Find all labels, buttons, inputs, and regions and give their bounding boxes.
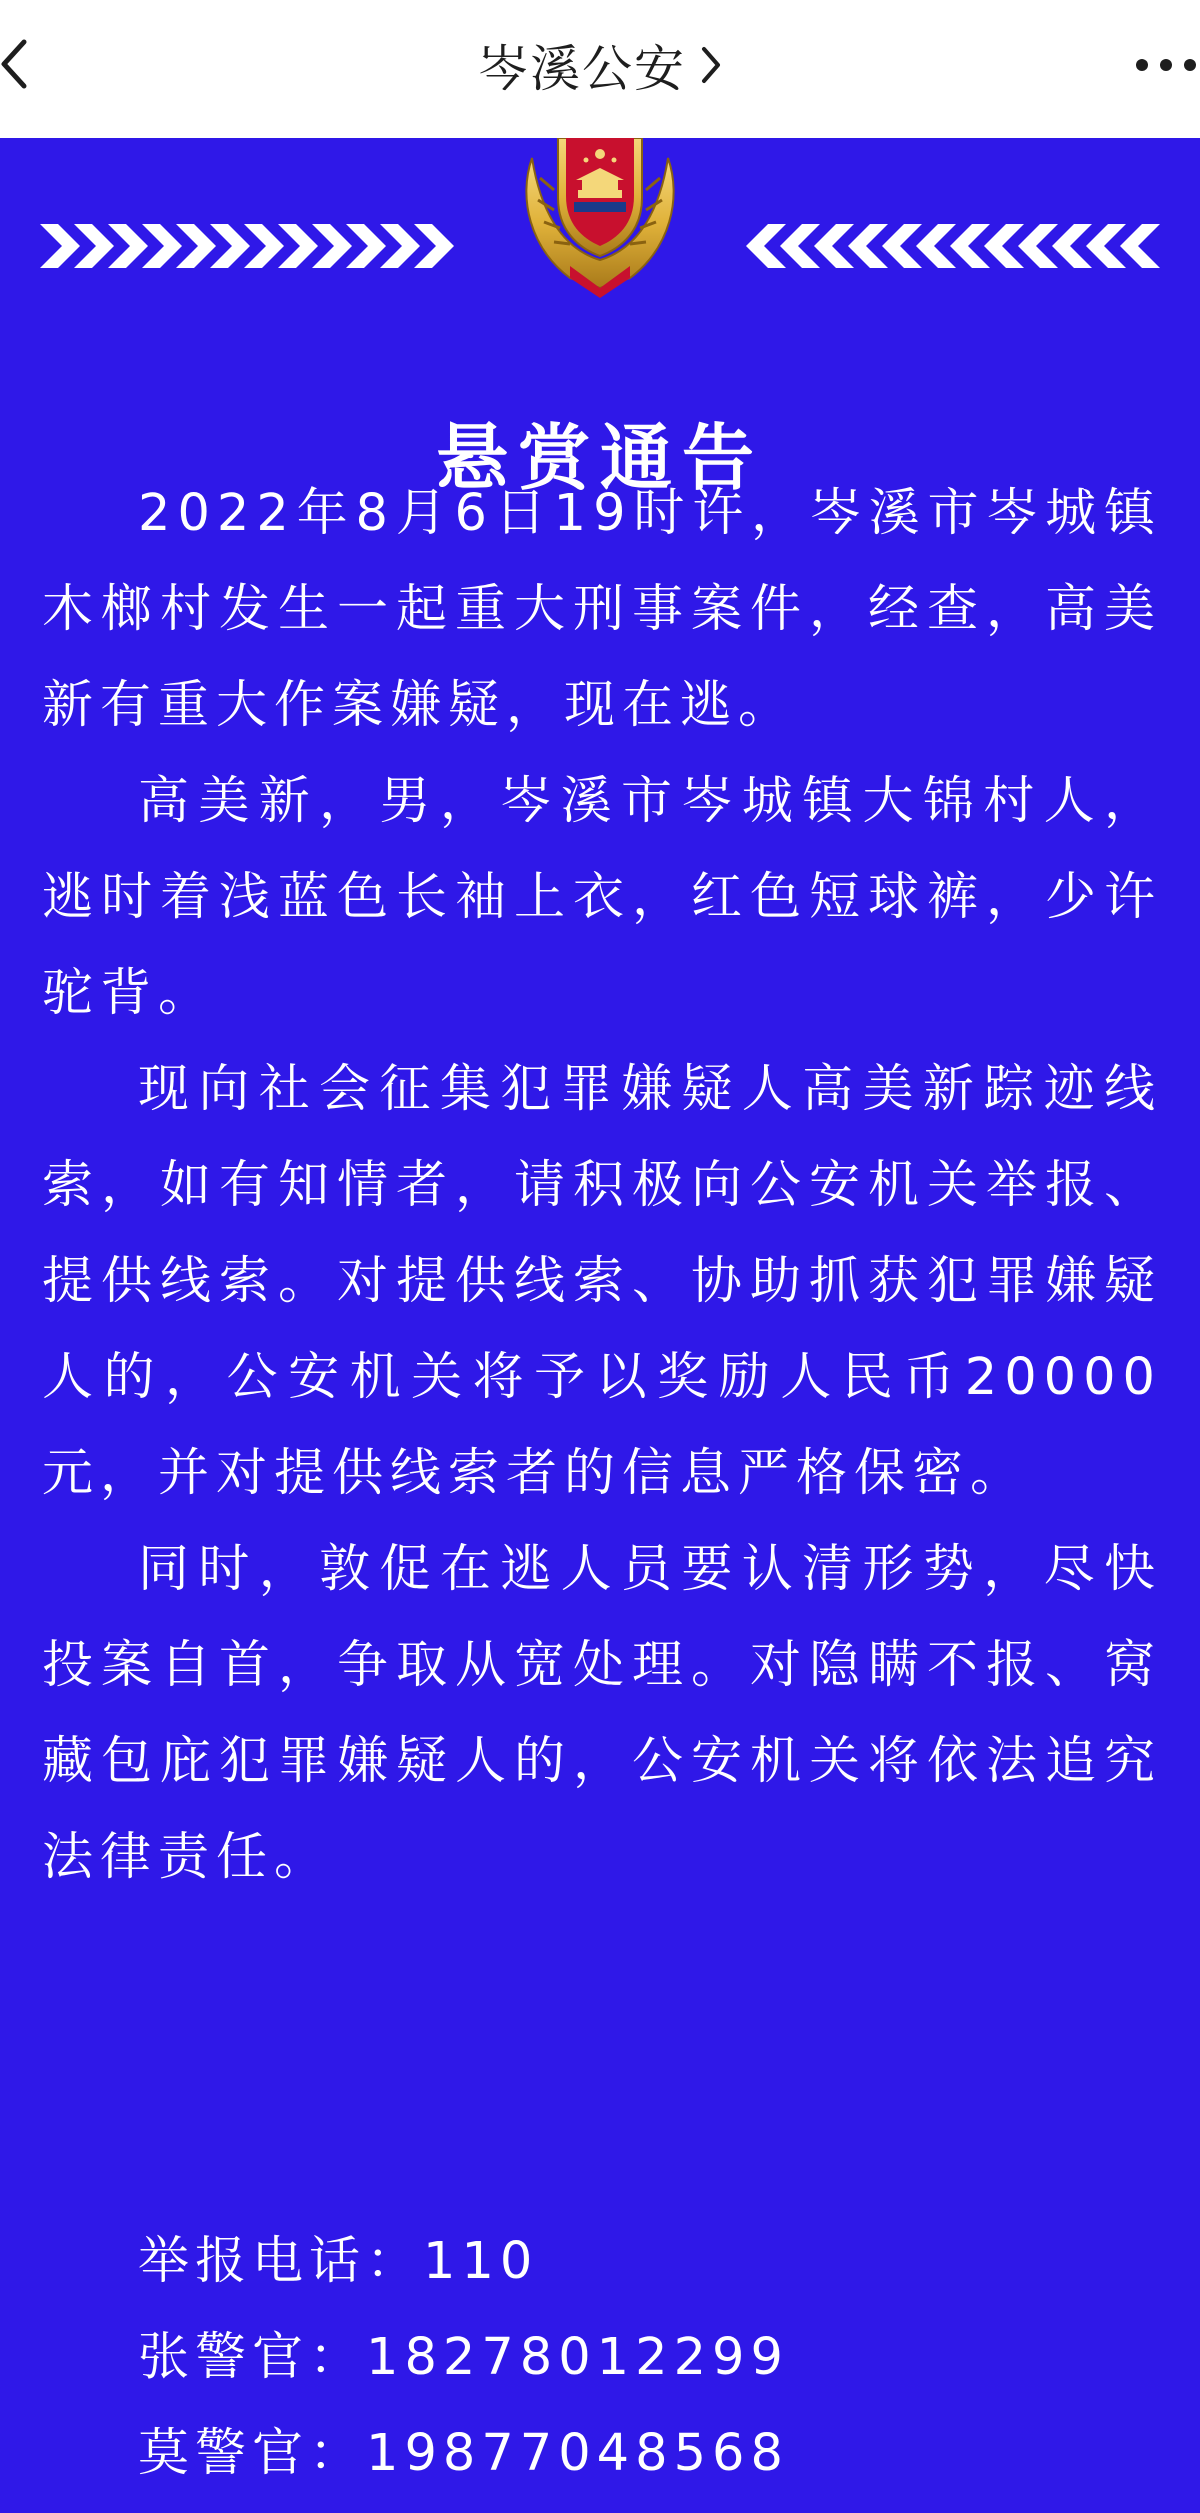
- decorative-chevrons-right: [730, 216, 1160, 276]
- notice-title: 悬赏通告: [435, 416, 764, 500]
- more-dots-icon: [1120, 40, 1200, 90]
- account-name: 岑溪公安: [478, 40, 686, 98]
- account-title-link[interactable]: [478, 29, 722, 101]
- police-emblem-icon: [510, 138, 690, 298]
- paragraph-surrender-warning: 同时，敦促在逃人员要认清形势，尽快投案自首，争取从宽处理。对隐瞒不报、窝藏包庇犯罪嫌疑人的，公安机关将依法追究法律责任。: [42, 1540, 1162, 1887]
- nav-bar: [0, 0, 1200, 138]
- contact-officer-mo: 莫警官：19877048568: [138, 2424, 789, 2483]
- chevron-right-icon: [700, 45, 722, 85]
- paragraph-suspect-description: 高美新，男，岑溪市岑城镇大锦村人，逃时着浅蓝色长袖上衣，红色短球裤，少许驼背。: [42, 772, 1162, 1023]
- paragraph-reward: 现向社会征集犯罪嫌疑人高美新踪迹线索，如有知情者，请积极向公安机关举报、提供线索。对提供线索、协助抓获犯罪嫌疑人的，公安机关将予以奖励人民币20000元，并对提供线索者的信息严格保密。: [42, 1060, 1162, 1503]
- notice-body: [42, 466, 1162, 1906]
- contact-officer-zhang: 张警官：18278012299: [138, 2328, 789, 2387]
- contact-list: [138, 2214, 789, 2502]
- more-button[interactable]: [1120, 40, 1200, 90]
- contact-hotline: 举报电话：110: [138, 2232, 539, 2291]
- decorative-chevrons-left: [40, 216, 470, 276]
- paragraph-incident: 2022年8月6日19时许，岑溪市岑城镇木榔村发生一起重大刑事案件，经查，高美新有重大作案嫌疑，现在逃。: [42, 484, 1162, 735]
